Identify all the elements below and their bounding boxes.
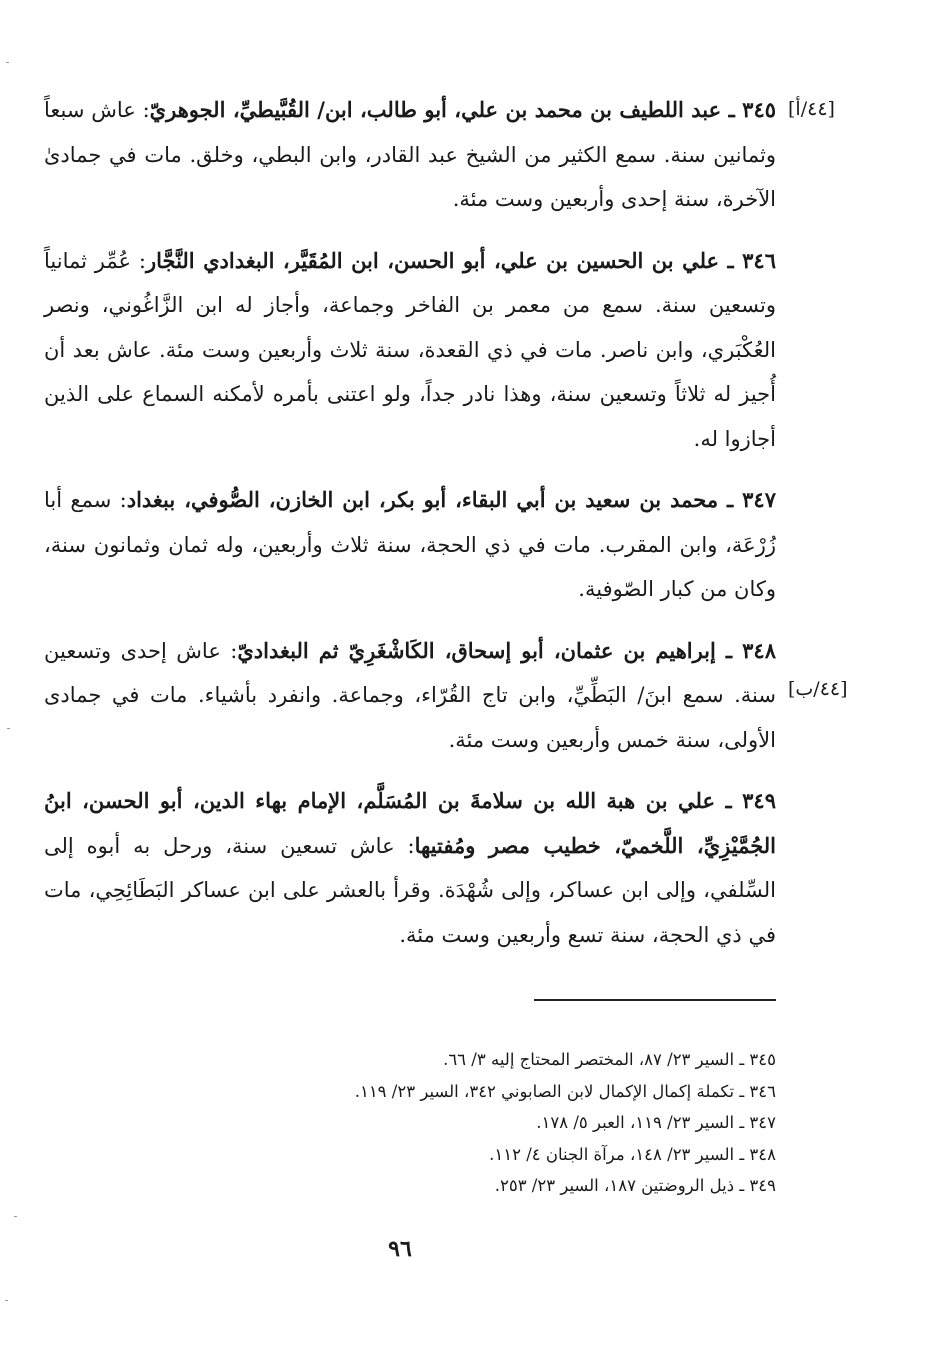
- entry-body: : عاش تسعين سنة، ورحل به أبوه إلى السِّلفي، وإلى ابن عساكر، وإلى شُهْدَة. وقرأ بالعشر على ابن عساكر البَطَائِحِي، مات في ذي الحجة، سنة تسع وأربعين وست مئة.: [44, 833, 776, 947]
- footnote: ٣٤٦ ـ تكملة إكمال الإكمال لابن الصابوني ٣٤٢، السير ٢٣/ ١١٩.: [354, 1081, 776, 1101]
- scan-speck: [5, 1300, 8, 1301]
- biographical-entries: [44, 88, 776, 974]
- entry-347: [44, 478, 776, 612]
- scan-speck: [6, 62, 9, 63]
- entry-345: [44, 88, 776, 222]
- entry-body: : عُمِّر ثمانياً وتسعين سنة. سمع من معمر بن الفاخر وجماعة، وأجاز له ابن الزَّاغُوني، ونصر العُكْبَري، وابن ناصر. مات في ذي القعدة، سنة ثلاث وأربعين وست مئة. عاش بعد أن أُجيز له ثلاثاً وتسعين سنة، وهذا نادر جداً، ولو اعتنى بأمره لأمكنه السماع على الذين أجازوا له.: [44, 248, 776, 451]
- entry-heading: ٣٤٩ ـ علي بن هبة الله بن سلامةَ بن المُسَلَّم، الإمام بهاء الدين، أبو الحسن، ابنُ الجُمَّيْزِيِّ، اللَّخميّ، خطيب مصر ومُفتيها: [44, 788, 777, 858]
- footnote: ٣٤٨ ـ السير ٢٣/ ١٤٨، مرآة الجنان ٤/ ١١٢.: [489, 1144, 776, 1164]
- folio-marker: [٤٤/ب]: [788, 678, 848, 700]
- entry-heading: ٣٤٦ ـ علي بن الحسين بن علي، أبو الحسن، ابن المُقَيَّر، البغدادي النَّجَّار: [145, 247, 776, 273]
- entry-349: [44, 779, 776, 957]
- folio-marker: [٤٤/أ]: [788, 98, 835, 120]
- entry-heading: ٣٤٧ ـ محمد بن سعيد بن أبي البقاء، أبو بكر، ابن الخازن، الصُّوفي، ببغداد: [126, 487, 776, 512]
- footnotes: [200, 1044, 776, 1202]
- entry-body: : عاش سبعاً وثمانين سنة. سمع الكثير من الشيخ عبد القادر، وابن البطي، وخلق. مات في جمادىٰ الآخرة، سنة إحدى وأربعين وست مئة.: [44, 98, 776, 211]
- footnote: ٣٤٥ ـ السير ٢٣/ ٨٧، المختصر المحتاج إليه ٣/ ٦٦.: [443, 1050, 776, 1069]
- entry-348: [44, 629, 776, 763]
- footnote-divider: [534, 999, 776, 1001]
- scan-speck: [14, 1216, 17, 1217]
- entry-346: [44, 239, 776, 462]
- footnote: ٣٤٧ ـ السير ٢٣/ ١١٩، العبر ٥/ ١٧٨.: [536, 1113, 776, 1132]
- entry-heading: ٣٤٨ ـ إبراهيم بن عثمان، أبو إسحاق، الكَاشْغَرِيّ ثم البغداديّ: [237, 637, 776, 663]
- entry-heading: ٣٤٥ ـ عبد اللطيف بن محمد بن علي، أبو طالب، ابن/ القُبَّيطيِّ، الجوهريّ: [149, 97, 777, 122]
- scan-speck: [7, 728, 10, 729]
- entry-body: : سمع أبا زُرْعَة، وابن المقرب. مات في ذي الحجة، سنة ثلاث وأربعين، وله ثمان وثمانون سنة، وكان من كبار الصّوفية.: [44, 488, 776, 601]
- footnote: ٣٤٩ ـ ذيل الروضتين ١٨٧، السير ٢٣/ ٢٥٣.: [494, 1176, 776, 1195]
- entry-body: : عاش إحدى وتسعين سنة. سمع ابنَ/ البَطِّيِّ، وابن تاج القُرّاء، وجماعة. وانفرد بأشياء. مات في جمادى الأولى، سنة خمس وأربعين وست مئة.: [44, 638, 776, 752]
- page-number: ٩٦: [388, 1236, 412, 1262]
